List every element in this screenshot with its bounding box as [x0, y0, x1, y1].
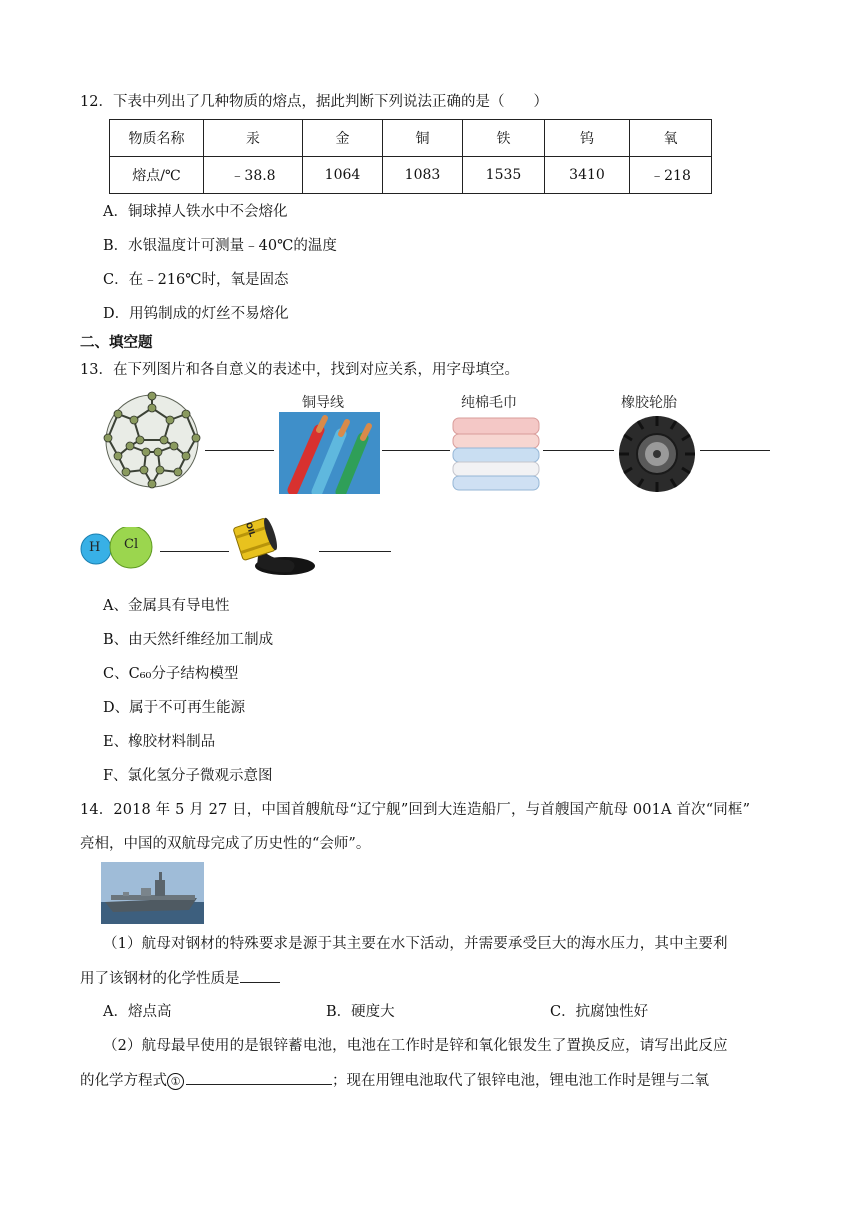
table-cell: 物质名称 — [110, 120, 204, 157]
q13-option-e: E、橡胶材料制品 — [103, 734, 216, 750]
answer-blank — [700, 450, 770, 451]
answer-blank — [160, 551, 229, 552]
table-row — [110, 157, 712, 194]
q14-part1-text: 用了该钢材的化学性质是 — [80, 971, 240, 987]
rubber-tire-label: 橡胶轮胎 — [621, 395, 677, 411]
q14-stem-line2: 亮相，中国的双航母完成了历史性的“会师”。 — [80, 836, 371, 852]
table-cell: 铁 — [463, 120, 545, 157]
circled-number-one: ① — [167, 1073, 184, 1090]
q13-option-f: F、氯化氢分子微观示意图 — [103, 768, 273, 784]
table-cell: 金 — [303, 120, 383, 157]
answer-blank — [240, 968, 280, 983]
table-cell: 氧 — [630, 120, 712, 157]
q13-stem: 13．在下列图片和各自意义的表述中，找到对应关系，用字母填空。 — [80, 362, 519, 378]
table-cell: 钨 — [545, 120, 630, 157]
copper-wire-image — [279, 412, 380, 494]
molecule-label-cl: Cl — [124, 537, 139, 552]
aircraft-carrier-image — [101, 862, 204, 924]
q12-stem: 12．下表中列出了几种物质的熔点，据此判断下列说法正确的是（ ） — [80, 94, 548, 110]
table-cell: 汞 — [204, 120, 303, 157]
answer-blank — [205, 450, 274, 451]
q14-part2-line1: （2）航母最早使用的是银锌蓄电池，电池在工作时是锌和氧化银发生了置换反应，请写出此反应 — [103, 1038, 728, 1054]
q12-option-d: D．用钨制成的灯丝不易熔化 — [103, 306, 289, 322]
q14-part2-text-a: 的化学方程式 — [80, 1073, 167, 1089]
q14-part1-option-b: B．硬度大 — [326, 1004, 395, 1020]
q12-option-a: A．铜球掉人铁水中不会熔化 — [103, 204, 288, 220]
table-cell: ﹣218 — [630, 157, 712, 194]
q12-option-c: C．在﹣216℃时，氧是固态 — [103, 272, 289, 288]
q13-option-b: B、由天然纤维经加工制成 — [103, 632, 274, 648]
table-cell: 1064 — [303, 157, 383, 194]
table-cell: 熔点/℃ — [110, 157, 204, 194]
q13-option-c: C、C₆₀分子结构模型 — [103, 666, 239, 682]
q14-part2-text-b: ；现在用锂电池取代了银锌电池，锂电池工作时是锂与二氧 — [332, 1073, 709, 1089]
c60-model-image — [100, 388, 204, 494]
answer-blank — [382, 450, 450, 451]
rubber-tire-image — [616, 414, 698, 494]
table-header-row — [110, 120, 712, 157]
table-cell: 1535 — [463, 157, 545, 194]
table-cell: 1083 — [383, 157, 463, 194]
answer-blank — [186, 1070, 332, 1085]
q13-option-d: D、属于不可再生能源 — [103, 700, 246, 716]
molecule-label-h: H — [89, 540, 101, 555]
copper-wire-label: 铜导线 — [302, 395, 344, 411]
q14-part1-line2 — [80, 968, 280, 989]
oil-barrel-image — [229, 516, 319, 578]
q14-part2-line2 — [80, 1070, 709, 1091]
cotton-towel-label: 纯棉毛巾 — [461, 395, 517, 411]
q14-part1-option-c: C．抗腐蚀性好 — [550, 1004, 649, 1020]
table-cell: 铜 — [383, 120, 463, 157]
q14-part1-line1: （1）航母对钢材的特殊要求是源于其主要在水下活动，并需要承受巨大的海水压力，其中主要利 — [103, 936, 728, 952]
section-title: 二、填空题 — [80, 335, 153, 351]
melting-point-table — [109, 119, 712, 194]
q12-option-b: B．水银温度计可测量﹣40℃的温度 — [103, 238, 337, 254]
q14-part1-option-a: A．熔点高 — [103, 1004, 172, 1020]
cotton-towel-image — [451, 414, 542, 494]
table-cell: 3410 — [545, 157, 630, 194]
barrel-label: OIL — [243, 521, 258, 538]
q13-option-a: A、金属具有导电性 — [103, 598, 230, 614]
table-cell: ﹣38.8 — [204, 157, 303, 194]
answer-blank — [319, 551, 391, 552]
answer-blank — [543, 450, 614, 451]
q14-stem-line1: 14．2018 年 5 月 27 日，中国首艘航母“辽宁舰”回到大连造船厂，与首艘国产航母 001A 首次“同框” — [80, 802, 751, 818]
